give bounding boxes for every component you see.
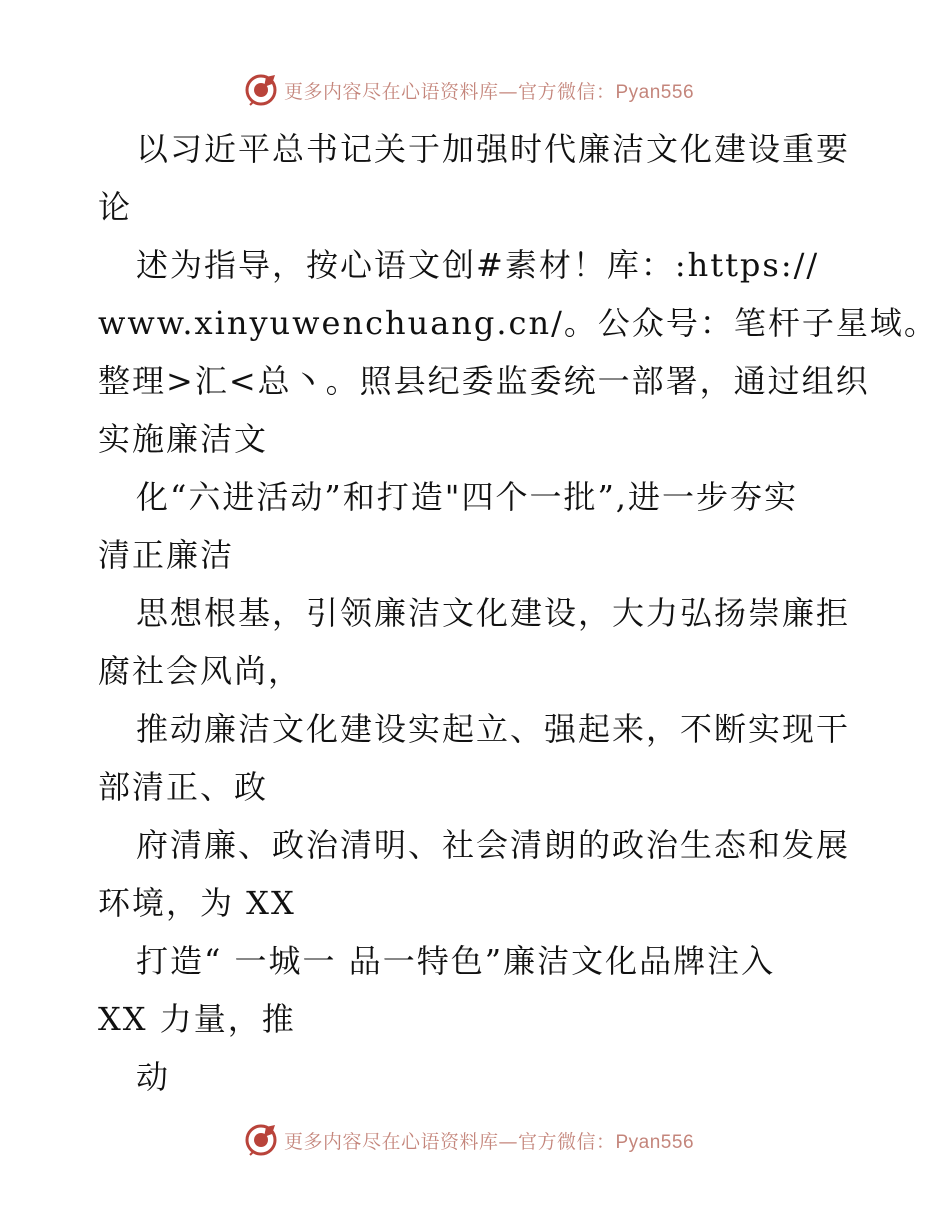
document-body (98, 120, 938, 1106)
watermark-wechat-id: Pyan556 (615, 1131, 695, 1153)
header-watermark (0, 70, 950, 110)
watermark-dash: — (498, 1130, 518, 1153)
text-line: 腐社会风尚， (98, 652, 303, 690)
text-line: 实施廉洁文 (98, 420, 269, 458)
watermark-text (284, 1127, 694, 1154)
text-line: 部清正、政 (98, 768, 269, 806)
text-line: www.xinyuwenchuang.cn/。公众号：笔杆子星域。 (98, 304, 938, 342)
text-line: 以习近平总书记关于加强时代廉洁文化建设重要 (136, 130, 851, 168)
text-line: 府清廉、政治清明、社会清朗的政治生态和发展 (136, 826, 851, 864)
watermark-site-text: 更多内容尽在心语资料库 (283, 1130, 499, 1153)
text-line: 论 (98, 188, 133, 226)
footer-watermark (0, 1120, 950, 1160)
watermark-wechat-label: 官方微信： (517, 80, 616, 103)
text-line: 打造“ 一城一 品一特色”廉洁文化品牌注入 (136, 942, 776, 980)
watermark-group (244, 1123, 694, 1157)
text-line: 环境，为 XX (98, 884, 296, 922)
quill-seal-logo-icon (244, 1123, 278, 1157)
text-line: 清正廉洁 (98, 536, 235, 574)
text-line: 思想根基，引领廉洁文化建设，大力弘扬崇廉拒 (136, 594, 851, 632)
watermark-wechat-id: Pyan556 (615, 81, 695, 103)
text-line: 化“六进活动”和打造"四个一批”,进一步夯实 (136, 478, 798, 516)
watermark-dash: — (498, 80, 518, 103)
text-line: 推动廉洁文化建设实起立、强起来，不断实现干 (136, 710, 851, 748)
text-line: 整理>汇<总丶。照县纪委监委统一部署，通过组织 (98, 362, 870, 400)
text-line: 述为指导，按心语文创#素材！库：:https:// (136, 246, 820, 284)
watermark-group (244, 73, 694, 107)
watermark-wechat-label: 官方微信： (517, 1130, 616, 1153)
watermark-text (284, 77, 694, 104)
watermark-site-text: 更多内容尽在心语资料库 (283, 80, 499, 103)
text-line: XX 力量，推 (98, 1000, 296, 1038)
quill-seal-logo-icon (244, 73, 278, 107)
text-line: 动 (136, 1058, 171, 1096)
